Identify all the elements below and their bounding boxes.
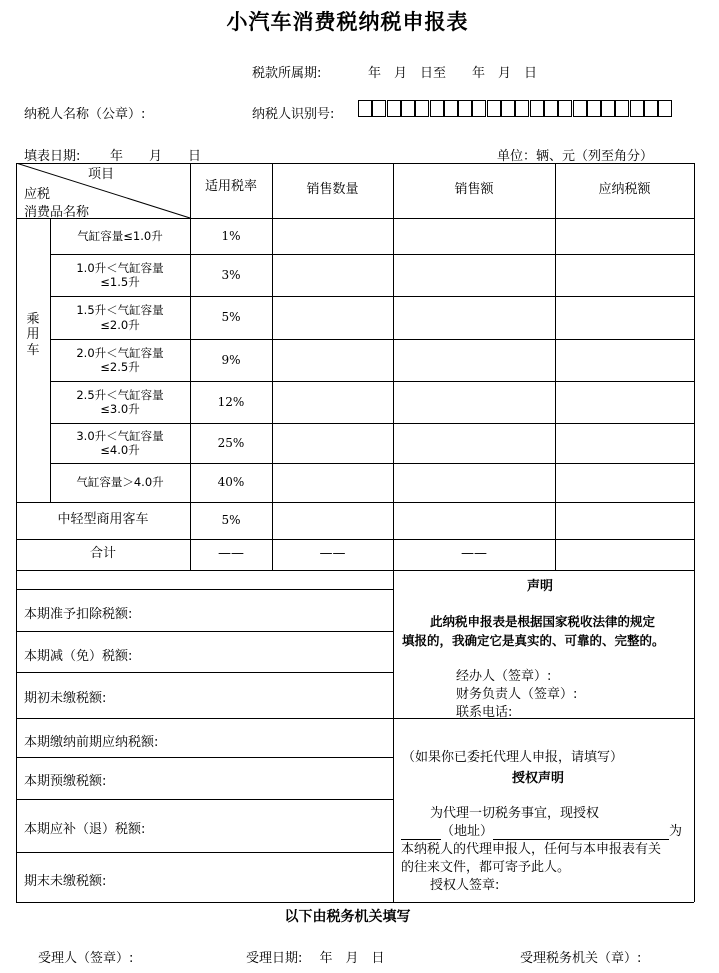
contact-phone-label: 联系电话: [456, 705, 513, 720]
form-title: 小汽车消费税纳税申报表 [226, 9, 469, 34]
total-rate-dash: —— [218, 546, 244, 562]
taxpayer-id-digit-box[interactable] [415, 100, 429, 117]
authorization-note: （如果你已委托代理人申报，请填写） [402, 750, 624, 765]
row-name-6: 3.0升＜气缸容量 ≤4.0升 [76, 428, 164, 457]
taxpayer-id-digit-box[interactable] [558, 100, 572, 117]
row-name-commercial: 中轻型商用客车 [57, 512, 149, 528]
taxpayer-id-digit-box[interactable] [658, 100, 672, 117]
total-sales-dash: —— [461, 546, 487, 562]
reduced-tax-label: 本期减（免）税额: [24, 649, 133, 664]
row-name-5: 2.5升＜气缸容量 ≤3.0升 [76, 387, 164, 416]
tax-period-value[interactable]: 年 月 日至 年 月 日 [368, 66, 538, 81]
taxpayer-id-digit-box[interactable] [587, 100, 601, 117]
row-rate-1: 1% [221, 228, 241, 243]
row-name-1: 气缸容量≤1.0升 [77, 228, 163, 243]
taxpayer-id-digit-box[interactable] [501, 100, 515, 117]
prepaid-tax-label: 本期预缴税额: [24, 774, 107, 789]
prior-period-paid-label: 本期缴纳前期应纳税额: [24, 735, 159, 750]
col-header-quantity: 销售数量 [306, 182, 359, 198]
authorization-address-line [401, 820, 682, 840]
finance-signature-label: 财务负责人（签章）: [456, 687, 578, 702]
taxpayer-id-digit-box[interactable] [573, 100, 587, 117]
col-header-rate: 适用税率 [204, 178, 257, 194]
taxpayer-id-digit-box[interactable] [544, 100, 558, 117]
taxpayer-id-digit-box[interactable] [444, 100, 458, 117]
taxpayer-id-digit-box[interactable] [401, 100, 415, 117]
col-header-tax: 应纳税额 [598, 182, 651, 198]
receiver-signature-label: 受理人（签章）: [38, 951, 134, 966]
authorization-line-3: 本纳税人的代理申报人，任何与本申报表有关 [401, 842, 662, 857]
tax-office-seal-label: 受理税务机关（章）: [520, 951, 642, 966]
taxpayer-id-digit-box[interactable] [601, 100, 615, 117]
authorizer-signature-label: 授权人签章: [430, 878, 500, 893]
corner-item-label: 项目 [88, 167, 115, 182]
taxpayer-id-digit-box[interactable] [387, 100, 401, 117]
opening-unpaid-label: 期初未缴税额: [24, 691, 107, 706]
unit-label: 单位：辆、元（列至角分） [497, 149, 654, 164]
total-quantity-dash: —— [319, 546, 346, 562]
taxpayer-name-label: 纳税人名称（公章）: [24, 107, 146, 122]
declaration-text-1: 此纳税申报表是根据国家税收法律的规定 [430, 614, 656, 629]
group-label-passenger-car: 乘用车 [26, 311, 40, 358]
handler-signature-label: 经办人（签章）: [456, 669, 552, 684]
taxpayer-id-digit-box[interactable] [358, 100, 372, 117]
row-rate-4: 9% [221, 352, 241, 367]
row-name-7: 气缸容量＞4.0升 [76, 475, 164, 490]
authorization-line-1: 为代理一切税务事宜，现授权 [430, 806, 600, 821]
tax-period-label: 税款所属期: [252, 66, 322, 81]
row-rate-7: 40% [217, 475, 245, 489]
closing-unpaid-label: 期末未缴税额: [24, 874, 107, 889]
row-rate-6: 25% [217, 435, 245, 450]
row-rate-2: 3% [221, 267, 241, 282]
corner-taxable-label: 应税 [24, 187, 51, 202]
row-name-3: 1.5升＜气缸容量 ≤2.0升 [76, 303, 164, 332]
fill-date-label: 填表日期: [24, 149, 81, 164]
taxpayer-id-digit-box[interactable] [515, 100, 529, 117]
row-rate-5: 12% [217, 394, 245, 409]
row-rate-3: 5% [221, 310, 241, 324]
taxpayer-id-digit-box[interactable] [430, 100, 444, 117]
row-name-4: 2.0升＜气缸容量 ≤2.5升 [76, 345, 164, 374]
supplementary-tax-label: 本期应补（退）税额: [24, 822, 146, 837]
fill-date-value[interactable]: 年 月 日 [110, 149, 202, 164]
authorization-title: 授权声明 [512, 771, 565, 786]
receive-date-label: 受理日期: 年 月 日 [246, 951, 385, 966]
taxpayer-id-digit-box[interactable] [372, 100, 386, 117]
taxpayer-id-digit-box[interactable] [630, 100, 644, 117]
taxpayer-id-digit-box[interactable] [472, 100, 486, 117]
row-name-2: 1.0升＜气缸容量 ≤1.5升 [76, 260, 164, 289]
taxpayer-id-digit-box[interactable] [487, 100, 501, 117]
tax-office-section-title: 以下由税务机关填写 [284, 909, 411, 925]
taxpayer-id-digit-box[interactable] [458, 100, 472, 117]
corner-product-label: 消费品名称 [24, 205, 90, 220]
taxpayer-id-digit-box[interactable] [644, 100, 658, 117]
deductible-tax-label: 本期准予扣除税额: [24, 607, 133, 622]
for-label: 为 [669, 824, 683, 839]
col-header-sales: 销售额 [454, 182, 494, 198]
taxpayer-id-digit-box[interactable] [530, 100, 544, 117]
row-rate-commercial: 5% [221, 513, 241, 527]
authorization-line-4: 的往来文件，都可寄予此人。 [401, 860, 571, 875]
taxpayer-id-digit-box[interactable] [615, 100, 629, 117]
declaration-text-2: 填报的，我确定它是真实的、可靠的、完整的。 [402, 633, 665, 648]
address-label: （地址） [441, 824, 494, 839]
taxpayer-id-label: 纳税人识别号: [252, 107, 335, 122]
declaration-title: 声明 [527, 579, 554, 594]
row-total-label: 合计 [89, 546, 116, 562]
